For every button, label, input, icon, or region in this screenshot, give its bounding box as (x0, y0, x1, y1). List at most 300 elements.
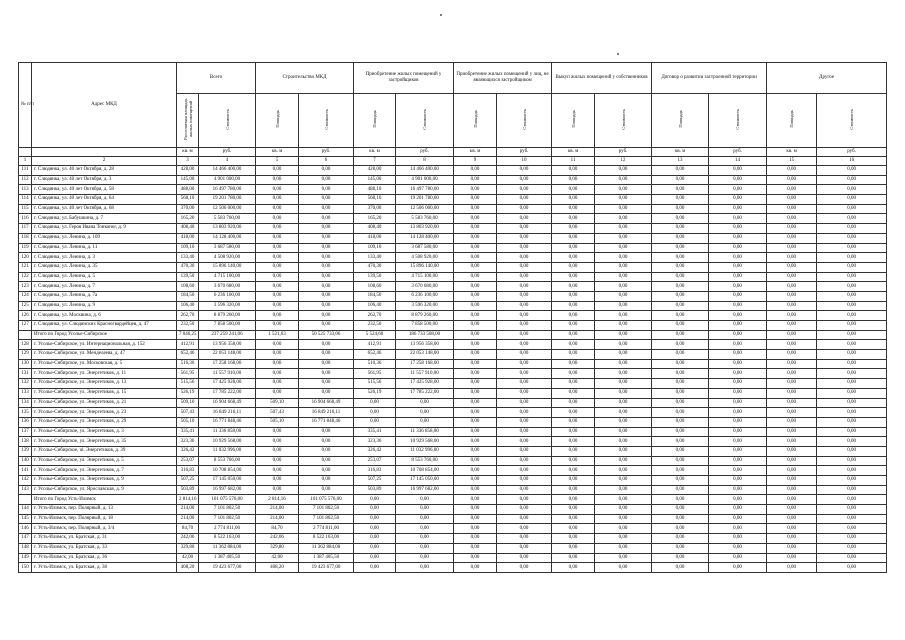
cost-value: 0,00 (709, 204, 767, 214)
cost-value: 0,00 (299, 340, 354, 350)
cost-value: 22 053 148,00 (396, 350, 454, 360)
cost-value: 0,00 (709, 185, 767, 195)
area-value: 0,00 (552, 408, 595, 418)
table-row (19, 340, 887, 350)
row-address: г. Усть-Илимск, ул. Братская, д. 31 (32, 534, 177, 544)
cost-value: 4 715 100,00 (396, 272, 454, 282)
cost-value: 0,00 (817, 553, 887, 563)
area-value: 0,00 (454, 524, 497, 534)
cost-value: 0,00 (299, 166, 354, 176)
data-table-sheet (18, 62, 886, 573)
cost-value: 0,00 (817, 195, 887, 205)
cost-value: 0,00 (396, 514, 454, 524)
cost-value: 0,00 (817, 204, 887, 214)
subheader-cost (396, 94, 454, 148)
subheader-area (767, 94, 817, 148)
cost-value: 0,00 (709, 417, 767, 427)
cost-value: 0,00 (497, 563, 552, 573)
area-value: 0,00 (652, 291, 709, 301)
cost-value: 0,00 (497, 253, 552, 263)
cost-value: 14 466 400,00 (396, 166, 454, 176)
area-value: 510,36 (354, 359, 396, 369)
table-row (19, 175, 887, 185)
area-value: 0,00 (256, 291, 299, 301)
area-value: 145,00 (177, 175, 199, 185)
area-value: 0,00 (256, 369, 299, 379)
area-value: 253,07 (177, 456, 199, 466)
cost-value: 19 201 780,00 (396, 195, 454, 205)
cost-value: 0,00 (497, 505, 552, 515)
cost-value: 0,00 (709, 485, 767, 495)
area-value: 0,00 (454, 563, 497, 573)
cost-value: 0,00 (595, 427, 652, 437)
cost-value: 0,00 (817, 340, 887, 350)
area-value: 526,19 (177, 388, 199, 398)
area-value: 0,00 (354, 417, 396, 427)
cost-value: 0,00 (396, 505, 454, 515)
cost-value: 2 774 811,00 (299, 524, 354, 534)
cost-value: 0,00 (817, 321, 887, 331)
unit-label: руб. (497, 148, 552, 157)
area-value: 0,00 (652, 233, 709, 243)
cost-value: 0,00 (497, 214, 552, 224)
subheader-cost (817, 94, 887, 148)
cost-value: 0,00 (709, 282, 767, 292)
table-row (19, 446, 887, 456)
area-value: 428,00 (354, 166, 396, 176)
subheader-label: Площадь (677, 110, 683, 128)
cost-value: 0,00 (817, 524, 887, 534)
cost-value: 186 733 508,00 (396, 330, 454, 340)
area-value: 139,50 (354, 272, 396, 282)
area-value: 408,20 (256, 563, 299, 573)
column-number: 16 (817, 157, 887, 166)
table-row (19, 321, 887, 331)
cost-value: 0,00 (497, 417, 552, 427)
area-value: 0,00 (767, 291, 817, 301)
area-value: 408,40 (354, 224, 396, 234)
area-value: 0,00 (652, 437, 709, 447)
row-number: 141 (19, 466, 32, 476)
cost-value: 8 879 260,00 (199, 311, 256, 321)
cost-value: 0,00 (595, 466, 652, 476)
cost-value: 0,00 (709, 291, 767, 301)
cost-value: 0,00 (595, 446, 652, 456)
area-value: 0,00 (454, 534, 497, 544)
table-row (19, 379, 887, 389)
row-address: г. Усолье-Сибирское, ул. Энергетиков, д. 13 (32, 379, 177, 389)
area-value: 0,00 (454, 456, 497, 466)
area-value: 568,10 (354, 195, 396, 205)
area-value: 165,20 (354, 214, 396, 224)
area-value: 0,00 (767, 282, 817, 292)
area-value: 488,00 (177, 185, 199, 195)
area-value: 145,00 (354, 175, 396, 185)
cost-value: 0,00 (497, 301, 552, 311)
area-value: 214,00 (177, 514, 199, 524)
cost-value: 0,00 (396, 553, 454, 563)
cost-value: 7 101 802,50 (199, 514, 256, 524)
row-address: Итого по Город Усть-Илимск (32, 495, 177, 505)
area-value: 0,00 (652, 534, 709, 544)
row-number: 122 (19, 272, 32, 282)
area-value: 0,00 (767, 379, 817, 389)
cost-value: 0,00 (497, 321, 552, 331)
area-value: 5 524,60 (354, 330, 396, 340)
area-value: 0,00 (552, 437, 595, 447)
area-value: 0,00 (454, 476, 497, 486)
column-number: 4 (199, 157, 256, 166)
cost-value: 12 506 000,00 (396, 204, 454, 214)
area-value: 0,00 (767, 388, 817, 398)
area-value: 488,10 (354, 185, 396, 195)
area-value: 326,42 (354, 446, 396, 456)
cost-value: 0,00 (817, 214, 887, 224)
cost-value: 0,00 (299, 388, 354, 398)
area-value: 418,00 (354, 233, 396, 243)
area-value: 0,00 (652, 175, 709, 185)
area-value: 0,00 (552, 514, 595, 524)
cost-value: 0,00 (497, 282, 552, 292)
cost-value: 0,00 (299, 291, 354, 301)
cost-value: 0,00 (709, 505, 767, 515)
area-value: 0,00 (652, 388, 709, 398)
cost-value: 0,00 (595, 224, 652, 234)
area-value: 0,00 (652, 195, 709, 205)
cost-value: 11 557 910,00 (396, 369, 454, 379)
table-row (19, 166, 887, 176)
area-value: 0,00 (652, 524, 709, 534)
area-value: 0,00 (652, 417, 709, 427)
column-number: 2 (32, 157, 177, 166)
unit-label: кв. м (354, 148, 396, 157)
area-value: 0,00 (552, 456, 595, 466)
area-value: 0,00 (652, 398, 709, 408)
area-value: 0,00 (767, 485, 817, 495)
cost-value: 16 771 848,46 (199, 417, 256, 427)
cost-value: 0,00 (299, 369, 354, 379)
subheader-cost (497, 94, 552, 148)
header-no: № п/п (19, 63, 32, 148)
area-value: 0,00 (454, 408, 497, 418)
row-address: г. Усть-Илимск, ул. Братская, д. 36 (32, 553, 177, 563)
cost-value: 16 497 780,00 (199, 185, 256, 195)
area-value: 335,41 (177, 427, 199, 437)
row-address: г. Усолье-Сибирское, ул. Энергетиков, д. 15 (32, 388, 177, 398)
area-value: 0,00 (552, 553, 595, 563)
row-number: 125 (19, 301, 32, 311)
area-value: 323,36 (354, 437, 396, 447)
area-value: 0,00 (354, 524, 396, 534)
table-row (19, 214, 887, 224)
table-row (19, 485, 887, 495)
cost-value: 7 858 500,00 (396, 321, 454, 331)
area-value: 0,00 (552, 476, 595, 486)
cost-value: 0,00 (817, 446, 887, 456)
cost-value: 6 236 100,00 (396, 291, 454, 301)
area-value: 0,00 (354, 408, 396, 418)
subheader-label: Стоимость (422, 108, 428, 130)
area-value: 0,00 (552, 311, 595, 321)
area-value: 0,00 (552, 485, 595, 495)
cost-value: 0,00 (299, 321, 354, 331)
area-value: 0,00 (767, 272, 817, 282)
table-row (19, 359, 887, 369)
cost-value: 0,00 (817, 495, 887, 505)
area-value: 0,00 (454, 185, 497, 195)
cost-value: 16 771 848,46 (299, 417, 354, 427)
cost-value: 0,00 (709, 495, 767, 505)
area-value: 0,00 (454, 340, 497, 350)
cost-value: 0,00 (595, 243, 652, 253)
cost-value: 3 687 580,00 (199, 243, 256, 253)
area-value: 412,91 (354, 340, 396, 350)
area-value: 42,00 (177, 553, 199, 563)
unit-label: руб. (817, 148, 887, 157)
cost-value: 0,00 (595, 166, 652, 176)
area-value: 0,00 (354, 534, 396, 544)
cost-value: 0,00 (709, 359, 767, 369)
cost-value: 0,00 (299, 301, 354, 311)
cost-value: 0,00 (817, 476, 887, 486)
row-address: г. Слюдянка, ул. 40 лет Октября, д. 68 (32, 204, 177, 214)
cost-value: 0,00 (817, 272, 887, 282)
area-value: 0,00 (454, 214, 497, 224)
row-address: г. Слюдянка, ул. 40 лет Октября, д. 28 (32, 166, 177, 176)
area-value: 503,89 (354, 485, 396, 495)
area-value: 0,00 (256, 359, 299, 369)
area-value: 408,40 (177, 224, 199, 234)
area-value: 507,43 (177, 408, 199, 418)
row-address: г. Усолье-Сибирское, ul. Энергетиков, д. 39 (32, 446, 177, 456)
area-value: 0,00 (552, 369, 595, 379)
area-value: 0,00 (767, 466, 817, 476)
area-value: 0,00 (454, 514, 497, 524)
cost-value: 0,00 (595, 379, 652, 389)
cost-value: 12 506 000,00 (199, 204, 256, 214)
cost-value: 0,00 (709, 563, 767, 573)
cost-value: 0,00 (396, 398, 454, 408)
row-number: 138 (19, 437, 32, 447)
cost-value: 0,00 (497, 204, 552, 214)
area-value: 0,00 (552, 262, 595, 272)
row-number: 135 (19, 408, 32, 418)
unit-label: руб. (595, 148, 652, 157)
cost-value: 0,00 (709, 243, 767, 253)
cost-value: 3 687 580,00 (396, 243, 454, 253)
area-value: 109,10 (177, 243, 199, 253)
area-value: 316,83 (354, 466, 396, 476)
column-number: 11 (552, 157, 595, 166)
cost-value: 0,00 (396, 417, 454, 427)
row-address: г. Усолье-Сибирское, ул. Энергетиков, д. 35 (32, 437, 177, 447)
row-address: г. Слюдянка, ул. 40 лет Октября, д. 64 (32, 195, 177, 205)
area-value: 0,00 (354, 563, 396, 573)
area-value: 428,00 (177, 166, 199, 176)
column-number: 10 (497, 157, 552, 166)
cost-value: 0,00 (497, 369, 552, 379)
cost-value: 16 997 682,00 (199, 485, 256, 495)
area-value: 0,00 (767, 563, 817, 573)
table-row (19, 427, 887, 437)
row-number: 142 (19, 476, 32, 486)
area-value: 0,00 (767, 369, 817, 379)
cost-value: 0,00 (497, 175, 552, 185)
cost-value: 0,00 (595, 301, 652, 311)
cost-value: 7 858 500,00 (199, 321, 256, 331)
cost-value: 0,00 (497, 388, 552, 398)
area-value: 652,46 (354, 350, 396, 360)
cost-value: 19 423 677,00 (299, 563, 354, 573)
area-value: 0,00 (552, 340, 595, 350)
area-value: 0,00 (454, 253, 497, 263)
cost-value: 0,00 (817, 369, 887, 379)
area-value: 0,00 (454, 350, 497, 360)
units-empty (32, 148, 177, 157)
cost-value: 0,00 (595, 456, 652, 466)
row-number: 112 (19, 175, 32, 185)
cost-value: 0,00 (595, 398, 652, 408)
row-address: г. Слюдянка, ул. Ленина, д. 11 (32, 243, 177, 253)
area-value: 0,00 (256, 243, 299, 253)
area-value: 0,00 (454, 243, 497, 253)
unit-label: кв. м (652, 148, 709, 157)
table-row (19, 253, 887, 263)
cost-value: 10 708 854,00 (199, 466, 256, 476)
cost-value: 16 904 668,49 (199, 398, 256, 408)
subheader-label: Площадь (472, 110, 478, 128)
area-value: 0,00 (652, 301, 709, 311)
area-value: 139,50 (177, 272, 199, 282)
cost-value: 0,00 (817, 485, 887, 495)
cost-value: 0,00 (299, 476, 354, 486)
row-address: г. Усолье-Сибирское, ул. Энергетиков, д. 5 (32, 456, 177, 466)
area-value: 106,40 (354, 301, 396, 311)
subheader-cost (199, 94, 256, 148)
area-value: 84,70 (177, 524, 199, 534)
cost-value: 11 362 884,00 (199, 543, 256, 553)
table-row (19, 534, 887, 544)
cost-value: 0,00 (709, 175, 767, 185)
subheader-label: Площадь (372, 110, 378, 128)
cost-value: 1 387 405,50 (299, 553, 354, 563)
cost-value: 0,00 (709, 321, 767, 331)
cost-value: 0,00 (299, 437, 354, 447)
area-value: 0,00 (552, 272, 595, 282)
area-value: 0,00 (767, 330, 817, 340)
area-value: 652,46 (177, 350, 199, 360)
subheader-cost (299, 94, 354, 148)
table-row (19, 185, 887, 195)
area-value: 0,00 (454, 175, 497, 185)
subheader-area (454, 94, 497, 148)
subheader-cost (595, 94, 652, 148)
cost-value: 15 896 140,00 (199, 262, 256, 272)
cost-value: 0,00 (299, 243, 354, 253)
table-row (19, 505, 887, 515)
area-value: 0,00 (652, 543, 709, 553)
cost-value: 0,00 (709, 543, 767, 553)
cost-value: 0,00 (595, 524, 652, 534)
row-address: г. Усолье-Сибирское, ул. Ярославская, д. 9 (32, 485, 177, 495)
cost-value: 4 508 920,00 (396, 253, 454, 263)
cost-value: 0,00 (595, 534, 652, 544)
cost-value: 0,00 (817, 427, 887, 437)
table-row (19, 282, 887, 292)
cost-value: 0,00 (497, 514, 552, 524)
cost-value: 0,00 (709, 262, 767, 272)
cost-value: 0,00 (817, 437, 887, 447)
area-value: 0,00 (652, 485, 709, 495)
header-group-buyout: Выкуп жилых помещений у собственников (552, 63, 652, 94)
cost-value: 8 522 163,00 (299, 534, 354, 544)
area-value: 184,50 (354, 291, 396, 301)
area-value: 408,20 (177, 563, 199, 573)
area-value: 262,70 (354, 311, 396, 321)
subheader-area (256, 94, 299, 148)
subheader-area (354, 94, 396, 148)
area-value: 214,00 (256, 514, 299, 524)
area-value: 0,00 (454, 446, 497, 456)
area-value: 0,00 (256, 204, 299, 214)
cost-value: 0,00 (497, 272, 552, 282)
area-value: 0,00 (652, 204, 709, 214)
cost-value: 0,00 (396, 543, 454, 553)
area-value: 0,00 (256, 350, 299, 360)
cost-value: 0,00 (709, 233, 767, 243)
area-value: 0,00 (652, 427, 709, 437)
cost-value: 0,00 (817, 456, 887, 466)
cost-value: 13 803 920,00 (199, 224, 256, 234)
cost-value: 19 201 780,00 (199, 195, 256, 205)
cost-value: 0,00 (497, 350, 552, 360)
cost-value: 0,00 (497, 311, 552, 321)
cost-value: 0,00 (595, 321, 652, 331)
cost-value: 0,00 (595, 495, 652, 505)
area-value: 0,00 (552, 417, 595, 427)
area-value: 0,00 (652, 495, 709, 505)
area-value: 0,00 (767, 553, 817, 563)
area-value: 0,00 (767, 427, 817, 437)
column-number: 14 (709, 157, 767, 166)
area-value: 0,00 (454, 359, 497, 369)
row-number: 150 (19, 563, 32, 573)
area-value: 0,00 (552, 495, 595, 505)
area-value: 418,00 (177, 233, 199, 243)
table-row (19, 398, 887, 408)
area-value: 370,00 (177, 204, 199, 214)
area-value: 0,00 (256, 321, 299, 331)
row-address: г. Слюдянка, ул. Ленина, д. 5 (32, 272, 177, 282)
area-value: 253,07 (354, 456, 396, 466)
row-number: 137 (19, 427, 32, 437)
cost-value: 0,00 (817, 224, 887, 234)
cost-value: 0,00 (709, 408, 767, 418)
cost-value: 0,00 (709, 350, 767, 360)
cost-value: 0,00 (396, 534, 454, 544)
area-value: 0,00 (767, 534, 817, 544)
row-number: 149 (19, 553, 32, 563)
cost-value: 11 032 996,00 (396, 446, 454, 456)
cost-value: 0,00 (595, 204, 652, 214)
cost-value: 0,00 (497, 291, 552, 301)
table-row (19, 456, 887, 466)
subheader-area (652, 94, 709, 148)
subheader-cost (709, 94, 767, 148)
area-value: 0,00 (552, 233, 595, 243)
area-value: 0,00 (552, 543, 595, 553)
area-value: 0,00 (256, 311, 299, 321)
